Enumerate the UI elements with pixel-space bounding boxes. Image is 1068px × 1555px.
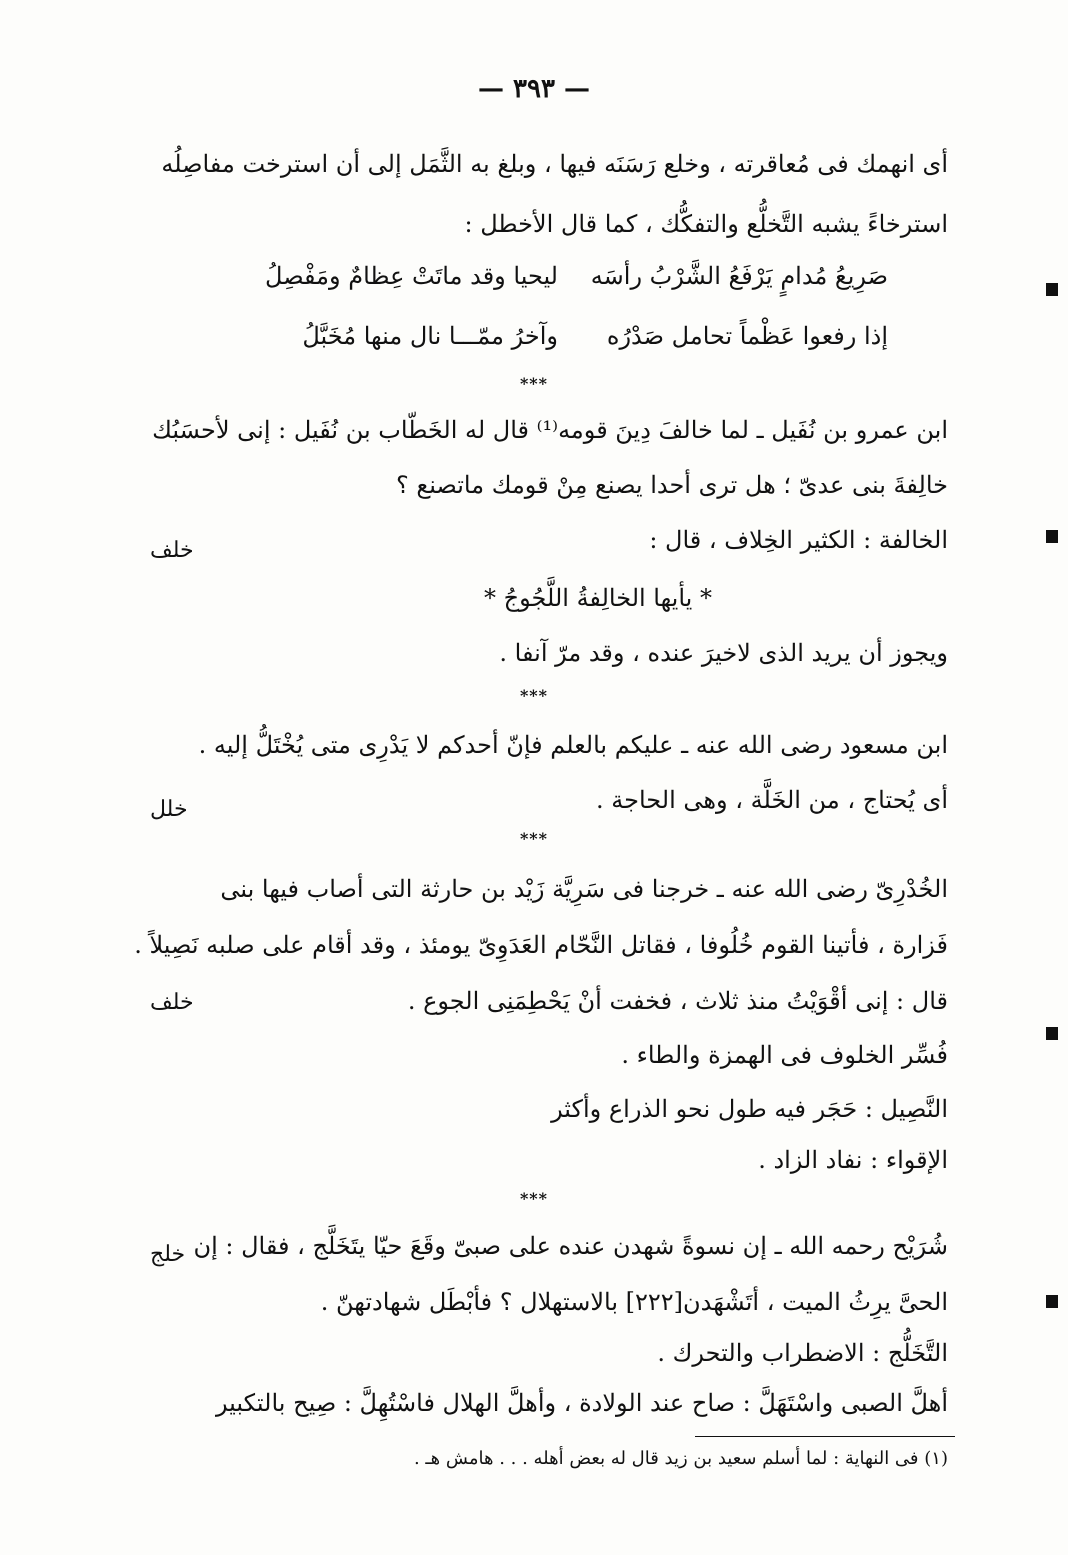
text-line: استرخاءً يشبه التَّخلُّع والتفكُّك ، كما قال الأخطل : [464,210,948,238]
section-separator: *** [519,829,549,848]
text-line: الخالفة : الكثير الخِلاف ، قال : [649,526,948,554]
poem-verse [248,322,948,362]
text-line: فُسِّر الخلوف فى الهمزة والطاء . [621,1041,948,1069]
text-line: الإقواء : نفاد الزاد . [758,1146,948,1174]
text-line: أهلَّ الصبى واسْتَهَلَّ : صاح عند الولادة ، وأهلَّ الهلال فاسْتُهِلَّ : صِيح بالتكبير [215,1389,948,1417]
margin-root-word: خلف [150,538,194,563]
text-line: ابن مسعود رضى الله عنه ـ عليكم بالعلم فإنّ أحدكم لا يَدْرِى متى يُخْتَلُّ إليه . [198,731,948,759]
text-line: أى انهمك فى مُعاقرته ، وخلع رَسَنَه فيها ، وبلغ به الثَّمَل إلى أن استرخت مفاصِلُه [161,150,948,178]
edge-mark [1046,283,1058,296]
poem-verse [248,262,948,302]
text-line: شُرَيْح رحمه الله ـ إن نسوةً شهدن عنده على صبىّ وقَعَ حيّا يتَخَلَّج ، فقال : إن [193,1232,948,1260]
verse-hemistich-first: صَرِيعُ مُدامٍ يَرْفَعُ الشَّرْبُ رأسَه [590,262,888,290]
text-line: الخُدْرِىّ رضى الله عنه ـ خرجنا فى سَرِيَّة زَيْد بن حارثة التى أصاب فيها بنى [220,875,948,903]
verse-hemistich-second: ليحيا وقد ماتَتْ عِظامٌ ومَفْصِلُ [265,262,558,290]
section-separator: *** [519,1189,549,1208]
edge-mark [1046,1027,1058,1040]
edge-mark [1046,1295,1058,1308]
text-line: النَّصِيل : حَجَر فيه طول نحو الذراع وأكثر [551,1095,948,1123]
edge-mark [1046,530,1058,543]
page-number: — ٣٩٣ — [477,74,591,104]
section-separator: *** [519,686,549,705]
text-line: ابن عمرو بن نُفَيل ـ لما خالفَ دِينَ قومه⁽¹⁾ قال له الخَطّاب بن نُفَيل : إنى لأحسَبُك [152,416,948,444]
margin-root-word: خلف [150,990,194,1015]
text-line: أى يُحتاج ، من الخَلَّة ، وهى الحاجة . [596,786,948,814]
margin-root-word: خلج [150,1242,186,1267]
text-line: فَزارة ، فأتينا القوم خُلُوفا ، فقاتل النَّحّام العَدَوِىّ يومئذ ، وقد أقام على صلبه نَصِيلاً . [134,931,948,959]
text-line: ويجوز أن يريد الذى لاخيرَ عنده ، وقد مرّ آنفا . [499,639,948,667]
text-line: التَّخَلُّج : الاضطراب والتحرك . [657,1339,948,1367]
footnote: (١) فى النهاية : لما أسلم سعيد بن زيد قال له بعض أهله . . . هامش هـ . [413,1448,948,1469]
verse-fragment: * يأيها الخالِفةُ اللَّجُوجُ * [484,584,712,612]
text-line: خالِفةَ بنى عدىّ ؛ هل ترى أحدا يصنع مِنْ قومك ماتصنع ؟ [396,471,948,499]
footnote-rule [695,1436,955,1437]
verse-hemistich-second: وآخرُ ممّـــا نال منها مُخَبَّلُ [302,322,558,350]
section-separator: *** [519,374,549,393]
margin-root-word: خلل [150,797,188,822]
text-line: الحىَّ يرِثُ الميت ، أتَشْهَدن[٢٢٢] بالاستهلال ؟ فأبْطَل شهادتهنّ . [320,1288,948,1316]
text-line: قال : إنى أقْوَيْتُ منذ ثلاث ، فخفت أنْ يَحْطِمَنِى الجوع . [407,987,948,1015]
verse-hemistich-first: إذا رفعوا عَظْماً تحامل صَدْرُه [606,322,888,350]
